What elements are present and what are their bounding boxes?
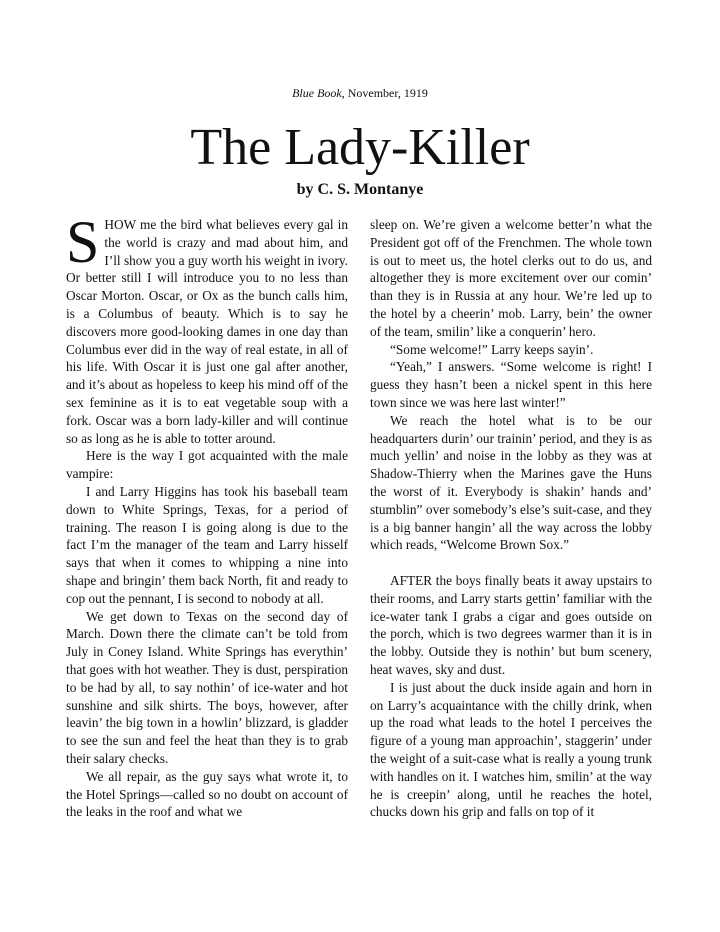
story-title: The Lady-Killer: [190, 119, 530, 176]
paragraph: I is just about the duck inside again and horn in on Larry’s acquaintance with the chilly drink, when up the road what leads to the hotel I perceives the figure of a young man approachin’, staggerin’ under the weight of a suit-case what is really a young trunk with handles on it. I watches him, smilin’ at the way he is creepin’ along, until he reaches the hotel, chucks down his grip and falls on top of it: [370, 679, 652, 820]
paragraph: [66, 209, 349, 447]
left-column: [66, 209, 349, 821]
drop-cap: S: [66, 209, 100, 275]
paragraph-text: HOW me the bird what believes every gal in the world is crazy and mad about him, and I’ll show you a guy worth his weight in ivory. Or better still I will introduce you to no less than Oscar Morton. Oscar, or Ox as the bunch calls him, is a Columbus of beauty. Which is to say he discovers more good-looking dames in one day than Columbus ever did in the way of real estate, in all of his life. With Oscar it is just one gal after another, and it’s about as hopeless to keep his mind off of the sex feminine as it is to eat vegetable soup with a fork. Oscar was a born lady-killer and will continue so as long as he is able to totter around.: [66, 217, 349, 446]
paragraph: We get down to Texas on the second day of March. Down there the climate can’t be told from July in Coney Island. White Springs has everythin’ that goes with hot weather. They is dust, perspiration to be had by all, to say nothin’ of ice-water and hot sunshine and silk shirts. The boys, however, after leavin’ the big town in a howlin’ blizzard, is gladder to see the sun and feel the heat than they is to grab their salary checks.: [66, 608, 348, 766]
publication-date: , November, 1919: [341, 86, 428, 100]
paragraph: sleep on. We’re given a welcome better’n what the President got off of the Frenchmen. The whole town is out to meet us, the hotel clerks out to do us, and altogether they is more excitement over our comin’ than they is in Russia at any hour. We’re led up to the hotel by a cheerin’ mob. Larry, bein’ the owner of the team, smilin’ like a conquerin’ hero.: [370, 217, 652, 339]
paragraph: We all repair, as the guy says what wrote it, to the Hotel Springs—called so no doubt on account of the leaks in the roof and what we: [66, 768, 348, 820]
paragraph: “Some welcome!” Larry keeps sayin’.: [390, 341, 594, 357]
paragraph: I and Larry Higgins has took his baseball team down to White Springs, Texas, for a period of training. The reason I is going along is due to the fact I’m the manager of the team and Larry hisself says that when it comes to whipping a nine into shape and bringin’ them back North, fit and ready to cop out the pennant, I is second to nobody at all.: [66, 483, 348, 606]
paragraph: We reach the hotel what is to be our headquarters durin’ our trainin’ period, and they is as much yellin’ and noise in the lobby as they was at Shadow-Thierry when the Marines gave the Huns the worst of it. Everybody is shakin’ hands and’ stumblin” over somebody’s else’s suit-case, and they is a big banner hangin’ all the way across the lobby which reads, “Welcome Brown Sox.”: [370, 412, 652, 553]
byline: by C. S. Montanye: [296, 181, 424, 198]
right-column: [370, 216, 652, 821]
paragraph: Here is the way I got acquainted with the male vampire:: [66, 448, 348, 482]
paragraph: “Yeah,” I answers. “Some welcome is right! I guess they hasn’t been a nickel spent in this here town since we was here last winter!”: [370, 359, 652, 410]
publication-name: Blue Book: [292, 86, 342, 100]
paragraph: AFTER the boys finally beats it away upstairs to their rooms, and Larry starts gettin’ familiar with the ice-water tank I grabs a cigar and goes outside on the porch, which is two degrees warmer than it is in the lobby. Outside they is nothin’ but bum scenery, heat waves, sky and dust.: [370, 572, 652, 677]
source-line: [0, 86, 720, 100]
